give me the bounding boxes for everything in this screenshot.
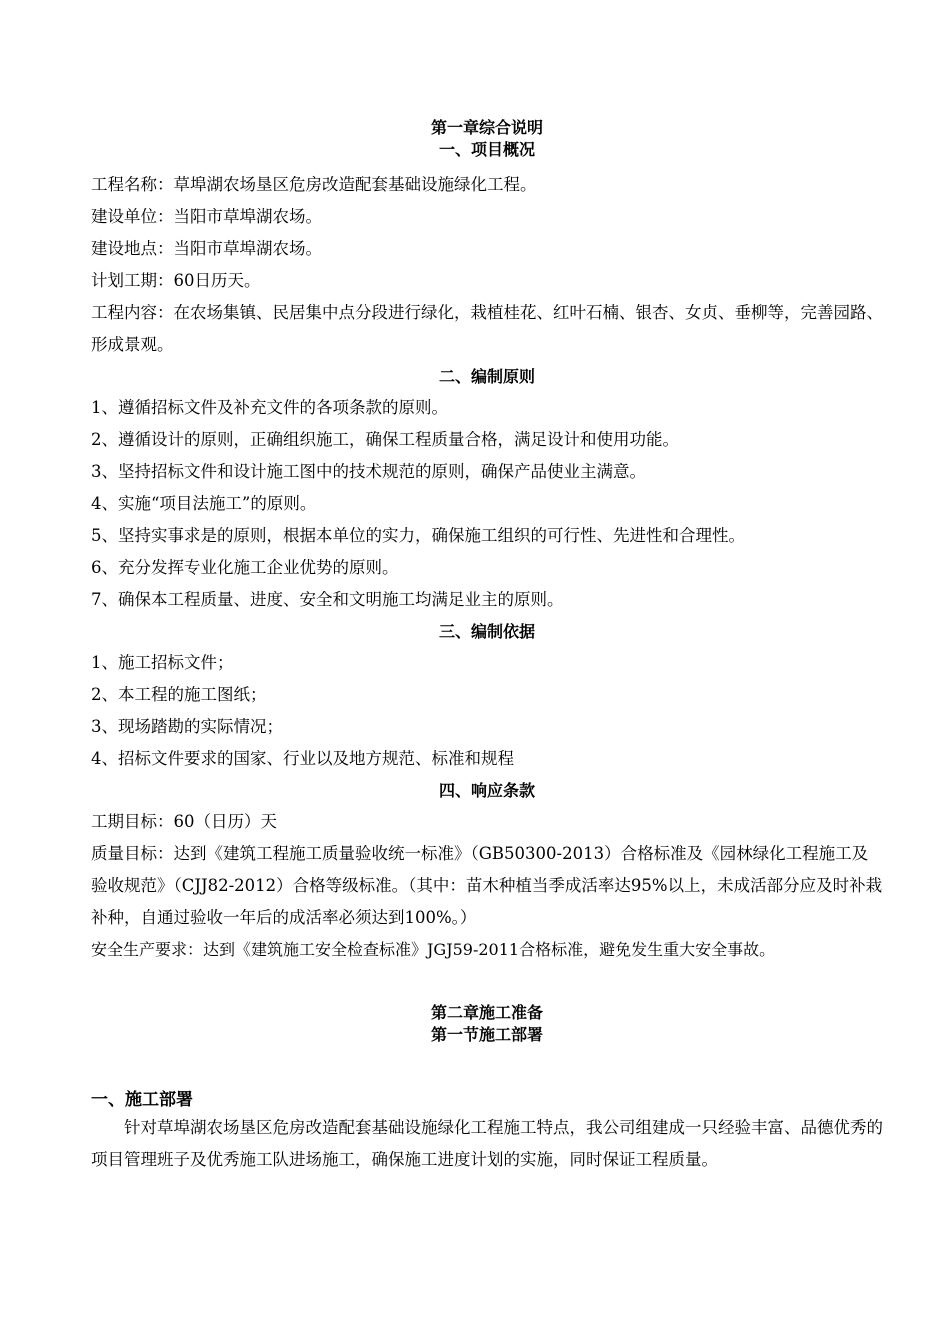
- document-page: [91, 117, 883, 1176]
- list-item: 6、充分发挥专业化施工企业优势的原则。: [91, 558, 399, 577]
- list-item: 1、施工招标文件；: [91, 653, 234, 672]
- list-item: 3、坚持招标文件和设计施工图中的技术规范的原则，确保产品使业主满意。: [91, 462, 646, 481]
- section-title-deployment: 第一节施工部署: [430, 1025, 543, 1044]
- paragraph: 针对草埠湖农场垦区危房改造配套基础设施绿化工程施工特点，我公司组建成一只经验丰富、品德优秀的项目管理班子及优秀施工队进场施工，确保施工进度计划的实施，同时保证工程质量。: [91, 1118, 883, 1169]
- paragraph: 建设地点：当阳市草埠湖农场。: [91, 239, 322, 258]
- paragraph: 建设单位：当阳市草埠湖农场。: [91, 207, 322, 226]
- list-item: 4、实施“项目法施工”的原则。: [91, 494, 317, 513]
- list-item: 5、坚持实事求是的原则，根据本单位的实力，确保施工组织的可行性、先进性和合理性。: [91, 526, 745, 545]
- paragraph: 计划工期：60日历天。: [91, 271, 261, 290]
- list-item: 3、现场踏勘的实际情况；: [91, 717, 283, 736]
- list-item: 7、确保本工程质量、进度、安全和文明施工均满足业主的原则。: [91, 590, 564, 609]
- chapter-2-block: [91, 1002, 883, 1046]
- paragraph: 质量目标：达到《建筑工程施工质量验收统一标准》（GB50300-2013）合格标准及《园林绿化工程施工及验收规范》（CJJ82-2012）合格等级标准。（其中：苗木种植当季成活率达95%以上，未成活部分应及时补栽补种，自通过验收一年后的成活率必须达到100%。）: [91, 844, 883, 927]
- chapter-1-title: 第一章综合说明: [430, 118, 543, 137]
- list-item: 2、本工程的施工图纸；: [91, 685, 267, 704]
- list-item: 1、遵循招标文件及补充文件的各项条款的原则。: [91, 398, 448, 417]
- list-item: 2、遵循设计的原则，正确组织施工，确保工程质量合格，满足设计和使用功能。: [91, 430, 679, 449]
- section-title-basis: 三、编制依据: [438, 622, 535, 641]
- paragraph: 工期目标：60（日历）天: [91, 812, 277, 831]
- section-title-response: 四、响应条款: [438, 781, 535, 800]
- section-title-overview: 一、项目概况: [438, 140, 535, 159]
- paragraph: 工程名称：草埠湖农场垦区危房改造配套基础设施绿化工程。: [91, 175, 537, 194]
- section-title-principles: 二、编制原则: [438, 367, 535, 386]
- paragraph: 工程内容：在农场集镇、民居集中点分段进行绿化，栽植桂花、红叶石楠、银杏、女贞、垂柳等，完善园路、形成景观。: [91, 303, 883, 354]
- list-item: 4、招标文件要求的国家、行业以及地方规范、标准和规程: [91, 749, 514, 768]
- subsection-title-deployment: 一、施工部署: [91, 1090, 193, 1110]
- chapter-2-title: 第二章施工准备: [430, 1003, 543, 1022]
- paragraph: 安全生产要求：达到《建筑施工安全检查标准》JGJ59-2011合格标准，避免发生重大安全事故。: [91, 940, 776, 959]
